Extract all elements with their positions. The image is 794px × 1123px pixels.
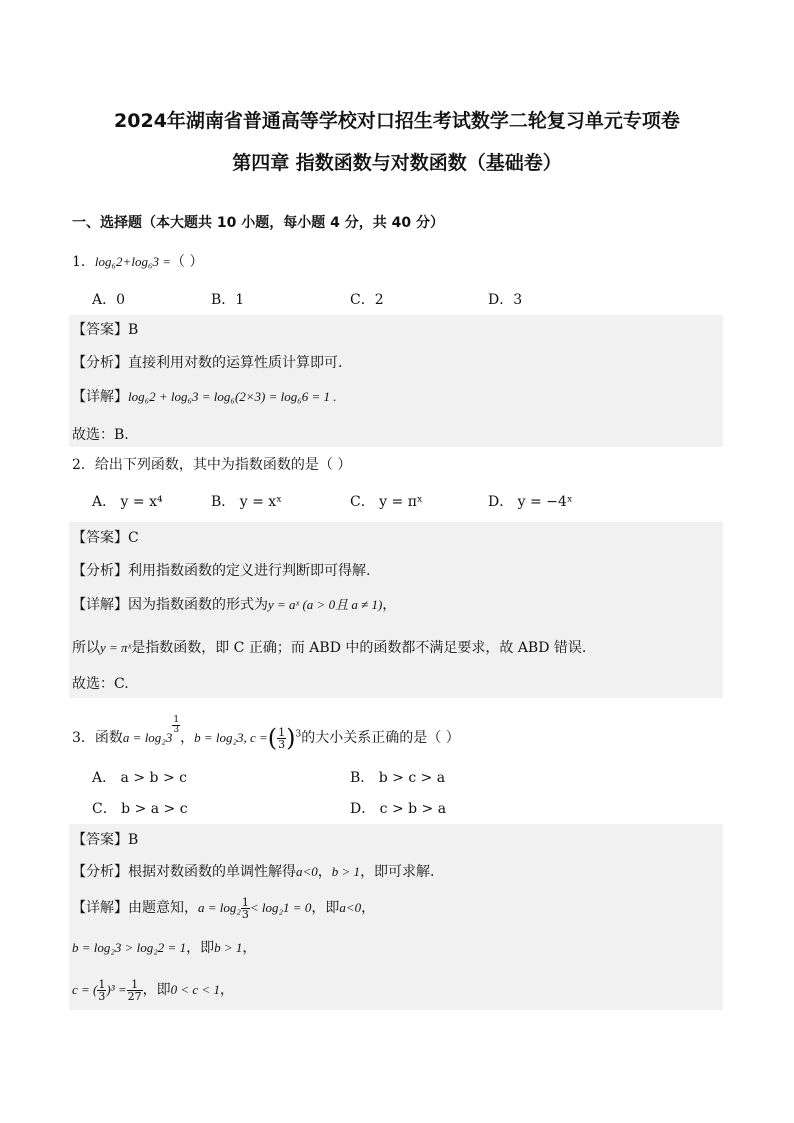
question-3-option-c: C． b > a > c xyxy=(92,801,188,817)
question-2-option-b: B． y = xˣ xyxy=(211,494,283,510)
answer-value: B xyxy=(128,832,139,848)
analysis-text: 直接利用对数的运算性质计算即可. xyxy=(128,355,343,371)
question-1-choose xyxy=(72,425,129,445)
question-number: 1． xyxy=(72,254,95,270)
document-subtitle: 第四章 指数函数与对数函数（基础卷） xyxy=(232,152,562,174)
detail-label: 【详解】 xyxy=(72,597,128,613)
document-title: 2024年湖南省普通高等学校对口招生考试数学二轮复习单元专项卷 xyxy=(114,110,680,132)
question-2-option-d: D． y = −4ˣ xyxy=(488,494,573,510)
question-1-solution-box xyxy=(69,315,723,447)
analysis-label: 【分析】 xyxy=(72,864,128,880)
question-3-detail-b: b = log₂3 > log₂2 = 1，即b > 1， xyxy=(72,940,257,956)
answer-label: 【答案】 xyxy=(72,832,128,848)
answer-label: 【答案】 xyxy=(72,322,128,338)
detail-math: y = aˣ (a > 0且 a ≠ 1) xyxy=(268,597,383,612)
detail-math: y = πˣ xyxy=(100,640,132,655)
question-1-detail xyxy=(72,387,337,407)
question-3-detail: 【详解】由题意知，a = log₂ $\frac{1}{3}$ < log₂1 = 0，即a<0， xyxy=(72,895,376,921)
choose-label: 故选： xyxy=(72,427,114,443)
choose-label: 故选： xyxy=(72,676,114,692)
analysis-text: 利用指数函数的定义进行判断即可得解. xyxy=(128,563,371,579)
detail-label: 【详解】 xyxy=(72,389,128,405)
question-2-detail-line2: 所以y = πˣ是指数函数，即 C 正确；而 ABD 中的函数都不满足要求，故 ABD 错误. xyxy=(72,640,587,656)
choose-value: B. xyxy=(114,427,129,443)
detail-fraction: $\frac{1}{3}$ xyxy=(241,895,249,921)
question-1-option-c: C．2 xyxy=(350,292,384,308)
detail-math: log₆2 + log₆3 = log₆(2×3) = log₆6 = 1 . xyxy=(128,389,337,404)
answer-label: 【答案】 xyxy=(72,530,128,546)
question-3-analysis: 【分析】根据对数函数的单调性解得a<0，b > 1，即可求解. xyxy=(72,864,435,880)
question-2-option-a: A． y = x⁴ xyxy=(92,494,163,510)
question-3-detail-c: c = ( $\frac{1}{3}$ )³ = $\frac{1}{27}$ ，即0 < c < 1， xyxy=(72,977,234,1003)
math-bc: b = log₂3, c = xyxy=(194,730,268,745)
question-3-stem: 3．函数a = log₂3 $\frac{1}{3}$ ，b = log₂3, c =( $\frac{1}{3}$ )$^3$的大小关系正确的是（ ） xyxy=(72,715,460,752)
question-3-option-d: D． c > b > a xyxy=(350,801,447,817)
question-1-option-a: A．0 xyxy=(92,292,126,308)
question-1-answer xyxy=(72,320,138,340)
detail-label: 【详解】 xyxy=(72,900,128,916)
math-a: a = log₂3 xyxy=(122,730,173,745)
answer-value: B xyxy=(128,322,139,338)
question-1-analysis xyxy=(72,353,342,373)
question-2-analysis xyxy=(72,561,370,581)
question-1-stem xyxy=(72,252,203,272)
answer-value: C xyxy=(128,530,139,546)
question-3-answer xyxy=(72,830,138,850)
c-exponent: 3 xyxy=(295,729,302,740)
math-expression: log₆2+log₆3 = xyxy=(94,254,171,269)
question-2-detail: 【详解】因为指数函数的形式为y = aˣ (a > 0且 a ≠ 1)， xyxy=(72,597,397,613)
question-3-option-a: A． a > b > c xyxy=(92,770,187,786)
question-1-option-b: B．1 xyxy=(211,292,245,308)
question-2-option-c: C． y = πˣ xyxy=(350,494,423,510)
section-heading: 一、选择题（本大题共 10 小题，每小题 4 分，共 40 分） xyxy=(72,215,444,231)
exponent-fraction: $\frac{1}{3}$ xyxy=(173,715,180,735)
question-2-choose xyxy=(72,674,129,694)
question-1-option-d: D．3 xyxy=(488,292,523,308)
analysis-label: 【分析】 xyxy=(72,563,128,579)
choose-value: C. xyxy=(114,676,129,692)
question-number: 3． xyxy=(72,730,95,746)
answer-parens: （ ） xyxy=(170,254,204,270)
c-fraction: $\frac{1}{3}$ xyxy=(278,725,286,751)
question-3-option-b: B． b > c > a xyxy=(350,770,446,786)
analysis-label: 【分析】 xyxy=(72,355,128,371)
question-2-stem: 2．给出下列函数，其中为指数函数的是（ ） xyxy=(72,457,352,473)
question-2-answer xyxy=(72,528,139,548)
